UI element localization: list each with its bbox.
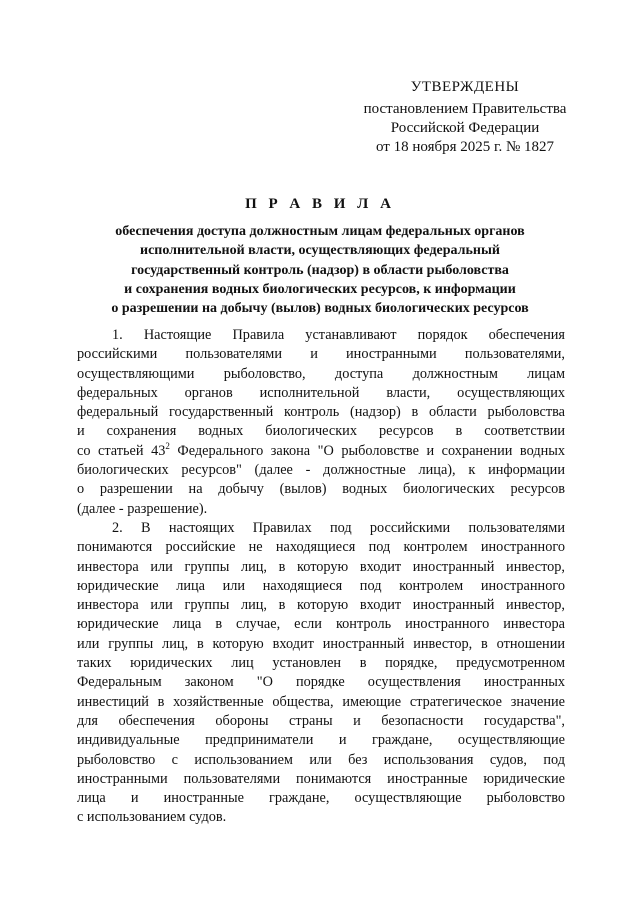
paragraph-line: для обеспечения обороны страны и безопасности государства", bbox=[77, 712, 565, 729]
subtitle-line: и сохранения водных биологических ресурсов, к информации bbox=[124, 281, 516, 297]
approval-line: Российской Федерации bbox=[390, 120, 540, 136]
subtitle-line: исполнительной власти, осуществляющих федеральный bbox=[140, 243, 500, 259]
paragraph-line: (далее - разрешение). bbox=[77, 500, 208, 517]
paragraph-line: российскими пользователями и иностранными пользователями, bbox=[77, 346, 565, 363]
paragraph-2 bbox=[77, 519, 565, 828]
document-body bbox=[77, 326, 565, 828]
subtitle-line: о разрешении на добычу (вылов) водных биологических ресурсов bbox=[111, 301, 529, 317]
line-text: Федерального закона "О рыболовстве и сохранении водных bbox=[169, 442, 565, 459]
paragraph-line: таких юридических лиц установлен в порядке, предусмотренном bbox=[77, 655, 565, 672]
approval-line: постановлением Правительства bbox=[363, 101, 567, 117]
paragraph-line: или группы лиц, в которую входит иностранный инвестор, в отношении bbox=[77, 635, 565, 652]
paragraph-line: инвестиций в хозяйственные общества, имеющие стратегическое значение bbox=[77, 693, 565, 710]
superscript: 2 bbox=[165, 441, 170, 452]
paragraph-line: 1. Настоящие Правила устанавливают порядок обеспечения bbox=[112, 327, 565, 343]
paragraph-line: биологических ресурсов" (далее - должностные лица), к информации bbox=[77, 462, 565, 479]
paragraph-line: рыболовство с использованием или без использования судов, под bbox=[77, 751, 565, 768]
paragraph-line: понимаются российские не находящиеся под контролем иностранного bbox=[77, 539, 565, 556]
approval-heading: УТВЕРЖДЕНЫ bbox=[410, 79, 520, 95]
paragraph-line: юридические лица в случае, если контроль иностранного инвестора bbox=[77, 616, 565, 633]
line-text: со статьей 43 bbox=[77, 442, 166, 459]
paragraph-line: инвестора или группы лиц, в которую входит иностранный инвестор, bbox=[77, 597, 565, 614]
paragraph-line: лица и иностранные граждане, осуществляющие рыболовство bbox=[77, 790, 565, 807]
paragraph-1 bbox=[77, 326, 565, 519]
paragraph-line: Федеральным законом "О порядке осуществления иностранных bbox=[77, 674, 565, 691]
approval-line: от 18 ноября 2025 г. № 1827 bbox=[375, 139, 555, 155]
subtitle-line: обеспечения доступа должностным лицам федеральных органов bbox=[115, 224, 525, 239]
approval-block bbox=[330, 78, 600, 157]
paragraph-line: о разрешении на добычу (вылов) водных биологических ресурсов bbox=[77, 481, 565, 498]
paragraph-line: инвестора или группы лиц, в которую входит иностранный инвестор, bbox=[77, 558, 565, 575]
paragraph-line: индивидуальные предприниматели и граждане, осуществляющие bbox=[77, 732, 565, 749]
paragraph-line: и сохранения водных биологических ресурсов в соответствии bbox=[77, 423, 565, 440]
paragraph-line: юридические лица или находящиеся под контролем иностранного bbox=[77, 577, 565, 594]
paragraph-line: иностранными пользователями понимаются иностранные юридические bbox=[77, 770, 565, 787]
paragraph-line: федеральный государственный контроль (надзор) в области рыболовства bbox=[77, 404, 565, 421]
paragraph-line: с использованием судов. bbox=[77, 809, 227, 826]
document-title: П Р А В И Л А bbox=[245, 196, 395, 212]
subtitle-line: государственный контроль (надзор) в области рыболовства bbox=[131, 262, 509, 278]
paragraph-line: федеральных органов исполнительной власти, осуществляющих bbox=[77, 384, 565, 401]
paragraph-line: 2. В настоящих Правилах под российскими пользователями bbox=[112, 519, 565, 536]
paragraph-line bbox=[77, 442, 565, 461]
paragraph-line: осуществляющими рыболовство, доступа должностным лицам bbox=[77, 365, 565, 382]
document-subtitle bbox=[70, 222, 570, 318]
